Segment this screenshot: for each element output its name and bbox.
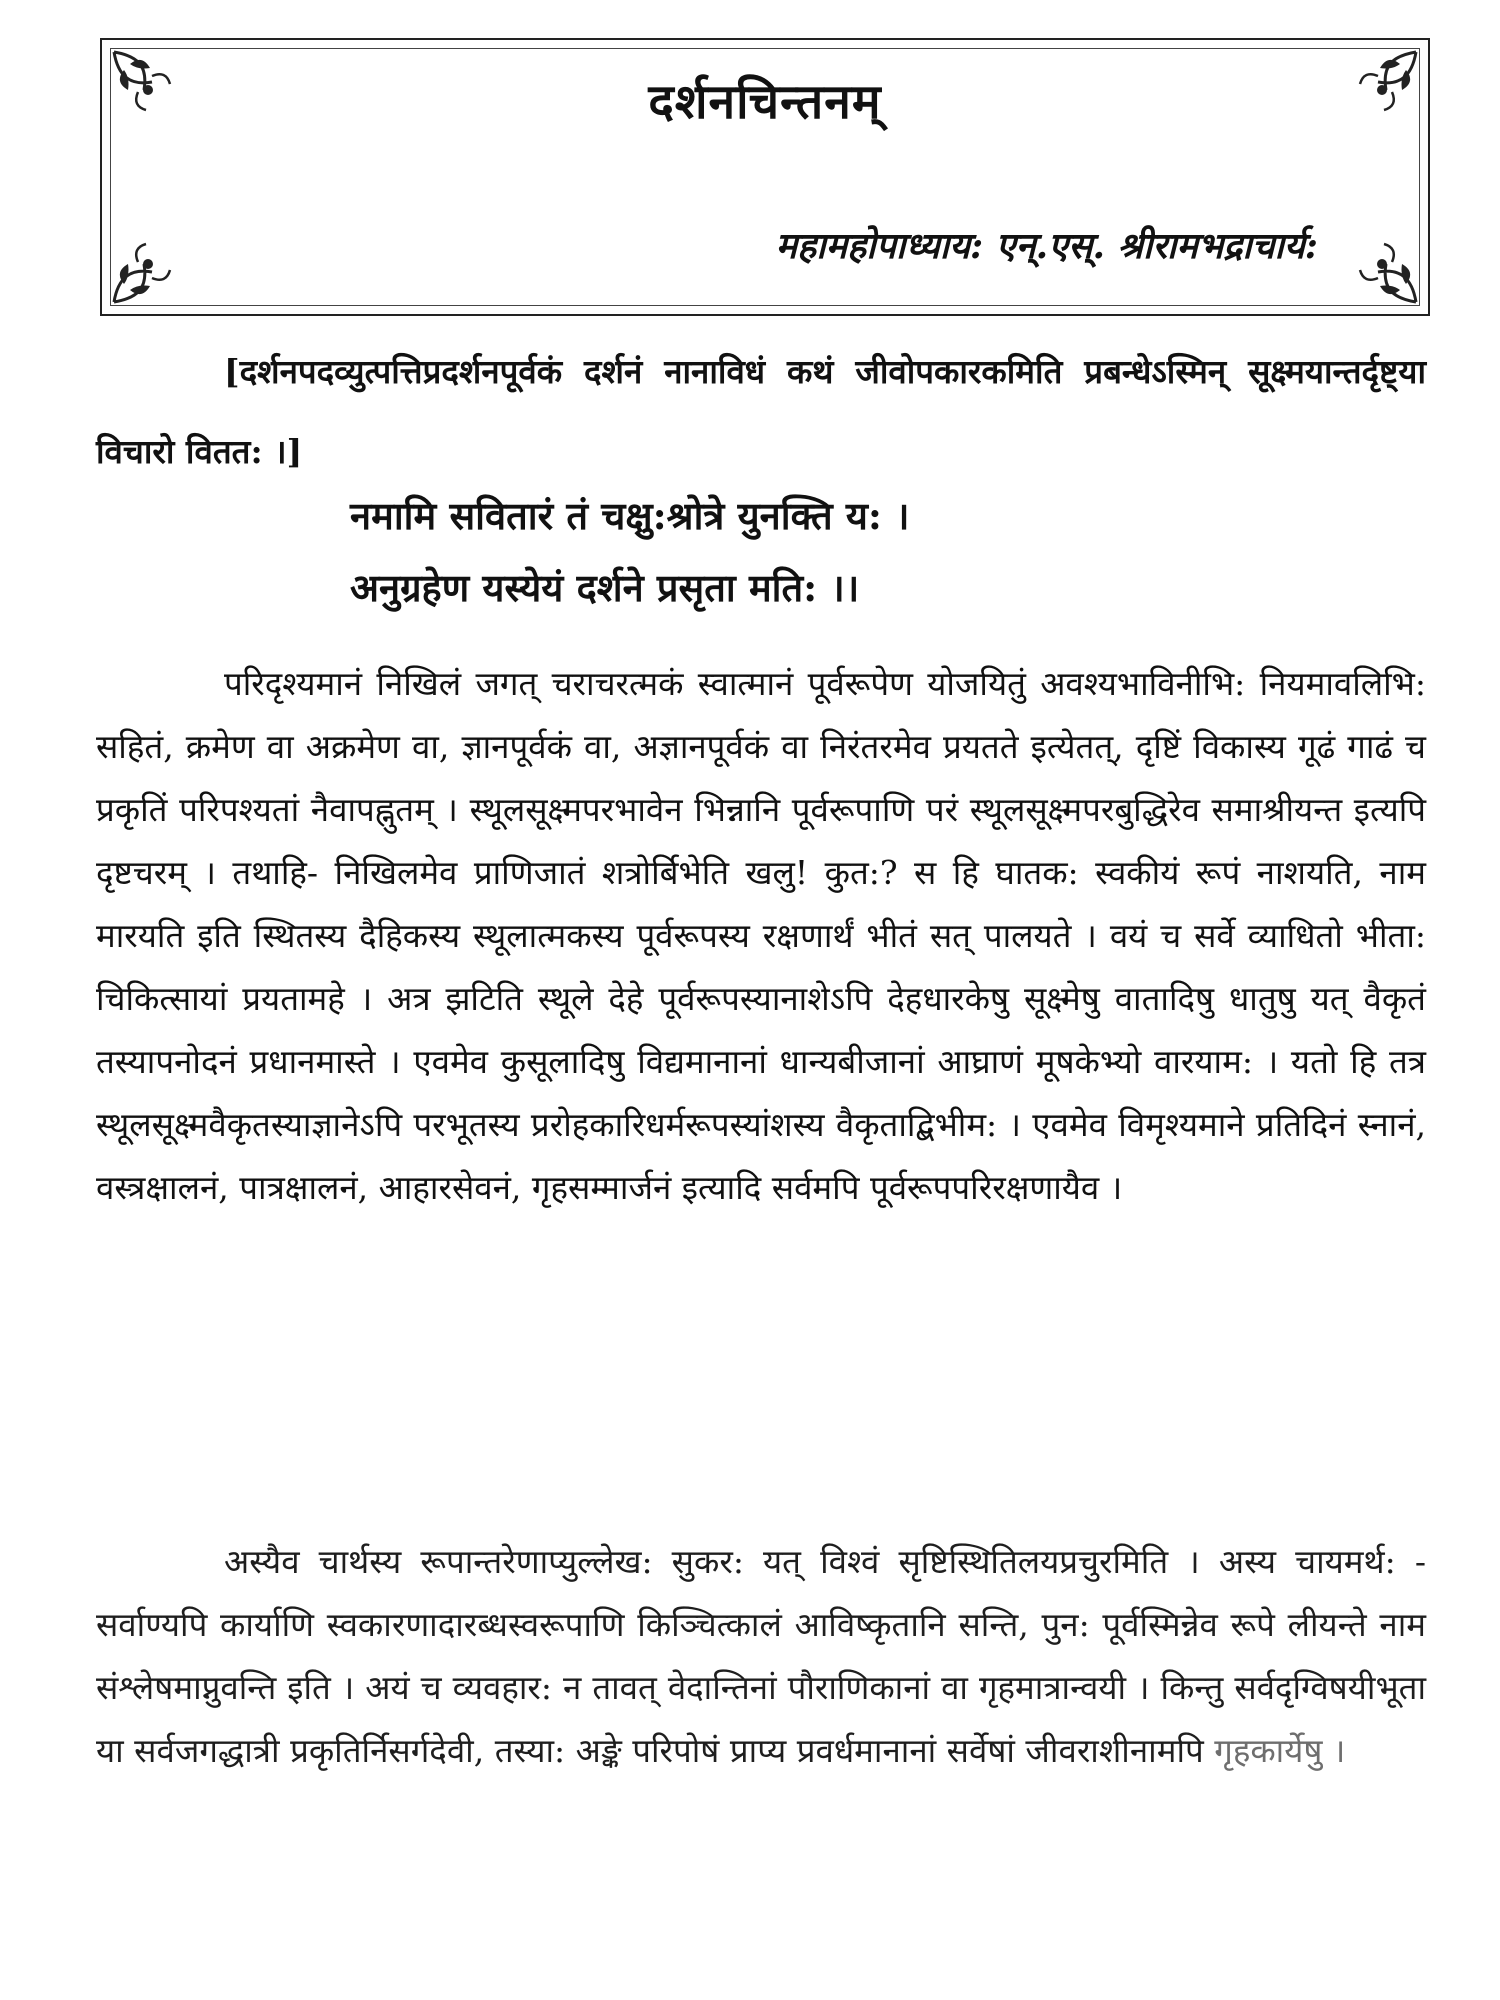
body-paragraph-1: परिदृश्यमानं निखिलं जगत् चराचरत्मकं स्वात्मानं पूर्वरूपेण योजयितुं अवश्यभाविनीभि: नियमावलिभि: सहितं, क्रमेण वा अक्रमेण वा, ज्ञानपूर्वकं वा, अज्ञानपूर्वकं वा निरंतरमेव प्रयतते इत्येतत्, दृष्टिं विकास्य गूढं गाढं च प्रकृतिं परिपश्यतां नैवापह्नुतम् । स्थूलसूक्ष्मपरभावेन भिन्नानि पूर्वरूपाणि परं स्थूलसूक्ष्मपरबुद्धिरेव समाश्रीयन्त इत्यपि दृष्टचरम् । तथाहि- निखिलमेव प्राणिजातं शत्रोर्बिभेति खलु! कुत:? स हि घातक: स्वकीयं रूपं नाशयति, नाम मारयति इति स्थितस्य दैहिकस्य स्थूलात्मकस्य पूर्वरूपस्य रक्षणार्थं भीतं सत् पालयते । वयं च सर्वे व्याधितो भीता: चिकित्सायां प्रयतामहे । अत्र झटिति स्थूले देहे पूर्वरूपस्यानाशेऽपि देहधारकेषु सूक्ष्मेषु वातादिषु धातुषु यत् वैकृतं तस्यापनोदनं प्रधानमास्ते । एवमेव कुसूलादिषु विद्यमानानां धान्यबीजानां आघ्राणं मूषकेभ्यो वारयाम: । यतो हि तत्र स्थूलसूक्ष्मवैकृतस्याज्ञानेऽपि परभूतस्य प्ररोहकारिधर्मरूपस्यांशस्य वैकृताद्बिभीम: । एवमेव विमृश्यमाने प्रतिदिनं स्नानं, वस्त्रक्षालनं, पात्रक्षालनं, आहारसेवनं, गृहसम्मार्जनं इत्यादि सर्वमपि पूर्वरूपपरिरक्षणायैव ।: [96, 664, 1426, 1207]
paragraph-2-faded-text: गृहकार्येषु ।: [1214, 1731, 1346, 1770]
paragraph-2-text: अस्यैव चार्थस्य रूपान्तरेणाप्युल्लेख: सुकर: यत् विश्वं सृष्टिस्थितिलयप्रचुरमिति । अस्य चायमर्थ: - सर्वाण्यपि कार्याणि स्वकारणादारब्धस्वरूपाणि किञ्चित्कालं आविष्कृतानि सन्ति, पुन: पूर्वस्मिन्नेव रूपे लीयन्ते नाम संश्लेषमाप्नुवन्ति इति । अयं च व्यवहार: न तावत् वेदान्तिनां पौराणिकानां वा गृहमात्रान्वयी । किन्तु सर्वदृग्विषयीभूता या सर्वजगद्धात्री प्रकृतिर्निसर्गदेवी, तस्या: अङ्के परिपोषं प्राप्य प्रवर्धमानानां सर्वेषां जीवराशीनामपि: [96, 1542, 1426, 1770]
title-frame: [100, 38, 1430, 316]
author-name: महामहोपाध्याय: एन्.एस्. श्रीरामभद्राचार्य:: [775, 225, 1318, 267]
corner-ornament-icon: [1352, 228, 1422, 308]
invocation-verse: [350, 480, 910, 624]
abstract: [दर्शनपदव्युत्पत्तिप्रदर्शनपूर्वकं दर्शनं नानाविधं कथं जीवोपकारकमिति प्रबन्धेऽस्मिन् सूक्ष्मयान्तर्दृष्ट्या विचारो वितत: ।]: [96, 352, 1426, 471]
verse-line-1: नमामि सवितारं तं चक्षु:श्रोत्रे युनक्ति य: ।: [350, 493, 910, 538]
corner-ornament-icon: [108, 228, 178, 308]
page-title: दर्शनचिन्तनम्: [648, 74, 882, 130]
verse-line-2: अनुग्रहेण यस्येयं दर्शने प्रसृता मति: ।।: [350, 565, 860, 610]
body-paragraph-2: [96, 1530, 1426, 1782]
